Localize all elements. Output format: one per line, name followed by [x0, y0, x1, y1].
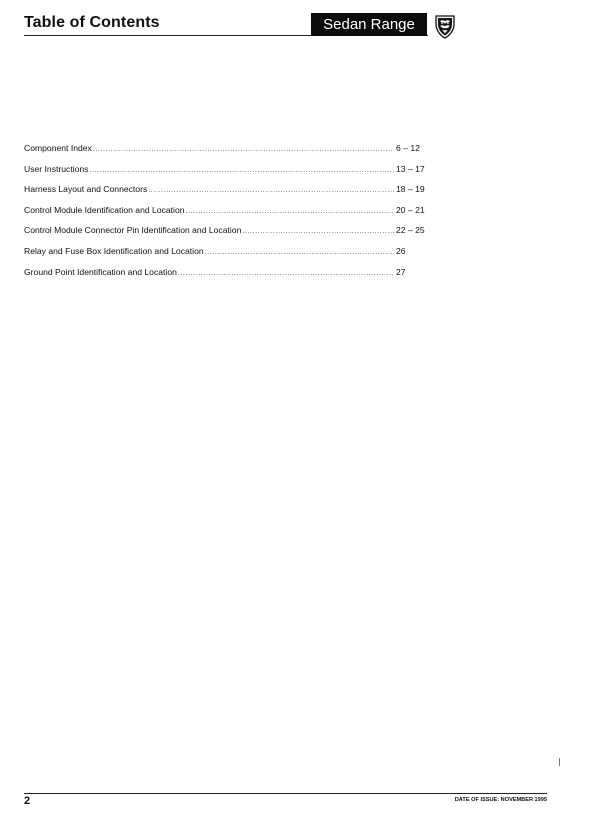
toc-pages: 20 – 21 [396, 204, 425, 215]
footer-rule [24, 793, 547, 794]
toc-entry-control-module-location[interactable] [24, 201, 436, 222]
toc-pages: 18 – 19 [396, 184, 425, 195]
toc-title: User Instructions [24, 163, 89, 174]
toc-title: Relay and Fuse Box Identification and Location [24, 245, 204, 256]
toc-entry-relay-fuse-box[interactable] [24, 242, 436, 263]
toc-title: Harness Layout and Connectors [24, 184, 148, 195]
dot-leader [89, 162, 394, 181]
page-title: Table of Contents [24, 14, 160, 31]
toc-pages: 6 – 12 [396, 143, 420, 153]
issue-date-label: DATE OF ISSUE: [454, 797, 500, 803]
page-number: 2 [24, 795, 31, 807]
dot-leader [205, 244, 394, 263]
toc-title: Ground Point Identification and Location [24, 266, 177, 277]
margin-mark [559, 758, 560, 766]
jaguar-crest-icon [434, 14, 456, 40]
issue-date-value: NOVEMBER 1995 [500, 797, 547, 803]
dot-leader [178, 265, 394, 284]
dot-leader [148, 182, 394, 201]
toc-pages: 22 – 25 [396, 225, 425, 236]
toc-entry-ground-point[interactable] [24, 263, 436, 284]
toc-pages: 13 – 17 [396, 163, 425, 174]
toc-entry-component-index[interactable] [24, 139, 436, 160]
toc-pages: 27 [396, 266, 406, 277]
toc-entry-control-module-pin-identification[interactable] [24, 221, 436, 242]
toc-title: Control Module Identification and Location [24, 204, 185, 215]
toc-pages: 26 [396, 245, 406, 256]
toc-title: Control Module Connector Pin Identification and Location [24, 225, 242, 236]
dot-leader [186, 203, 394, 222]
table-of-contents [24, 139, 436, 283]
toc-entry-user-instructions[interactable] [24, 160, 436, 181]
dot-leader [242, 223, 394, 242]
toc-title: Component Index [24, 143, 92, 153]
issue-date [420, 797, 547, 803]
range-label: Sedan Range 1996 [311, 13, 427, 36]
toc-entry-harness-layout[interactable] [24, 180, 436, 201]
dot-leader [93, 141, 394, 160]
